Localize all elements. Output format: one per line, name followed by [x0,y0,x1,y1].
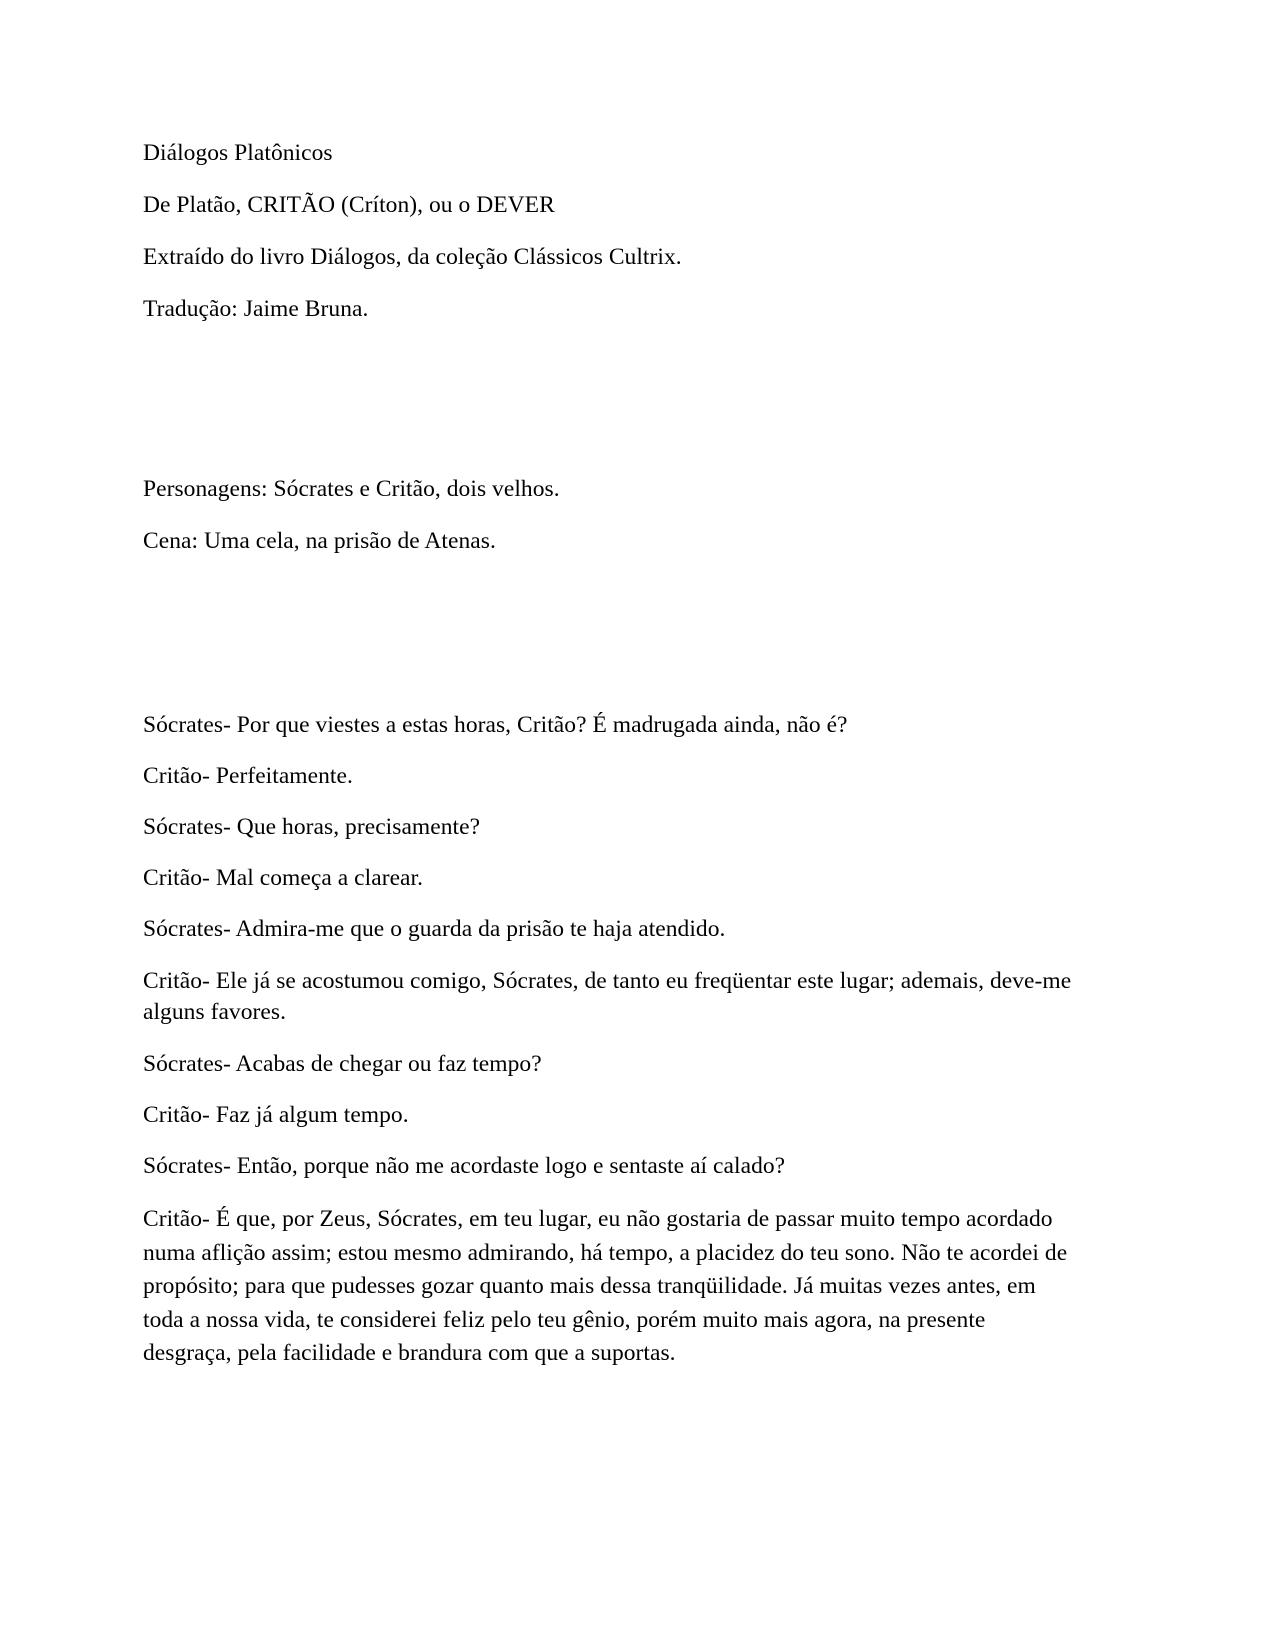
dialogue-line: Sócrates- Que horas, precisamente? [143,814,481,840]
dialogue-line: Critão- Mal começa a clarear. [143,865,424,891]
dialogue-line: Critão- É que, por Zeus, Sócrates, em teu lugar, eu não gostaria de passar muito tempo acordado numa aflição assim; estou mesmo admirando, há tempo, a placidez do teu sono. Não te acordei de propósito; para que pudesses gozar quanto mais dessa tranqüilidade. Já muitas vezes antes, em toda a nossa vida, te considerei feliz pelo teu gênio, porém muito mais agora, na presente desgraça, pela facilidade e brandura com que a suportas. [143,1206,1068,1366]
translator-note: Tradução: Jaime Bruna. [143,296,369,322]
dialogue-line: Sócrates- Por que viestes a estas horas, Critão? É madrugada ainda, não é? [143,712,848,738]
document-body [143,139,1075,1393]
document-title: Diálogos Platônicos [143,140,333,166]
dialogue-line: Sócrates- Acabas de chegar ou faz tempo? [143,1051,542,1077]
dialogue-line: Critão- Faz já algum tempo. [143,1102,409,1128]
dialogue-block [143,711,1075,1371]
dialogue-line: Critão- Perfeitamente. [143,763,353,789]
source-note: Extraído do livro Diálogos, da coleção Clássicos Cultrix. [143,244,682,270]
front-matter-block [143,475,1075,556]
dialogue-line: Critão- Ele já se acostumou comigo, Sócrates, de tanto eu freqüentar este lugar; ademais, deve-me alguns favores. [143,968,1072,1025]
title-block [143,139,1075,324]
work-attribution: De Platão, CRITÃO (Críton), ou o DEVER [143,192,555,218]
front-matter-spacer [143,579,1075,711]
dialogue-line: Sócrates- Então, porque não me acordaste logo e sentaste aí calado? [143,1153,786,1179]
characters-line: Personagens: Sócrates e Critão, dois velhos. [143,476,560,502]
title-spacer [143,347,1075,475]
scene-line: Cena: Uma cela, na prisão de Atenas. [143,528,496,554]
dialogue-line: Sócrates- Admira-me que o guarda da prisão te haja atendido. [143,916,726,942]
